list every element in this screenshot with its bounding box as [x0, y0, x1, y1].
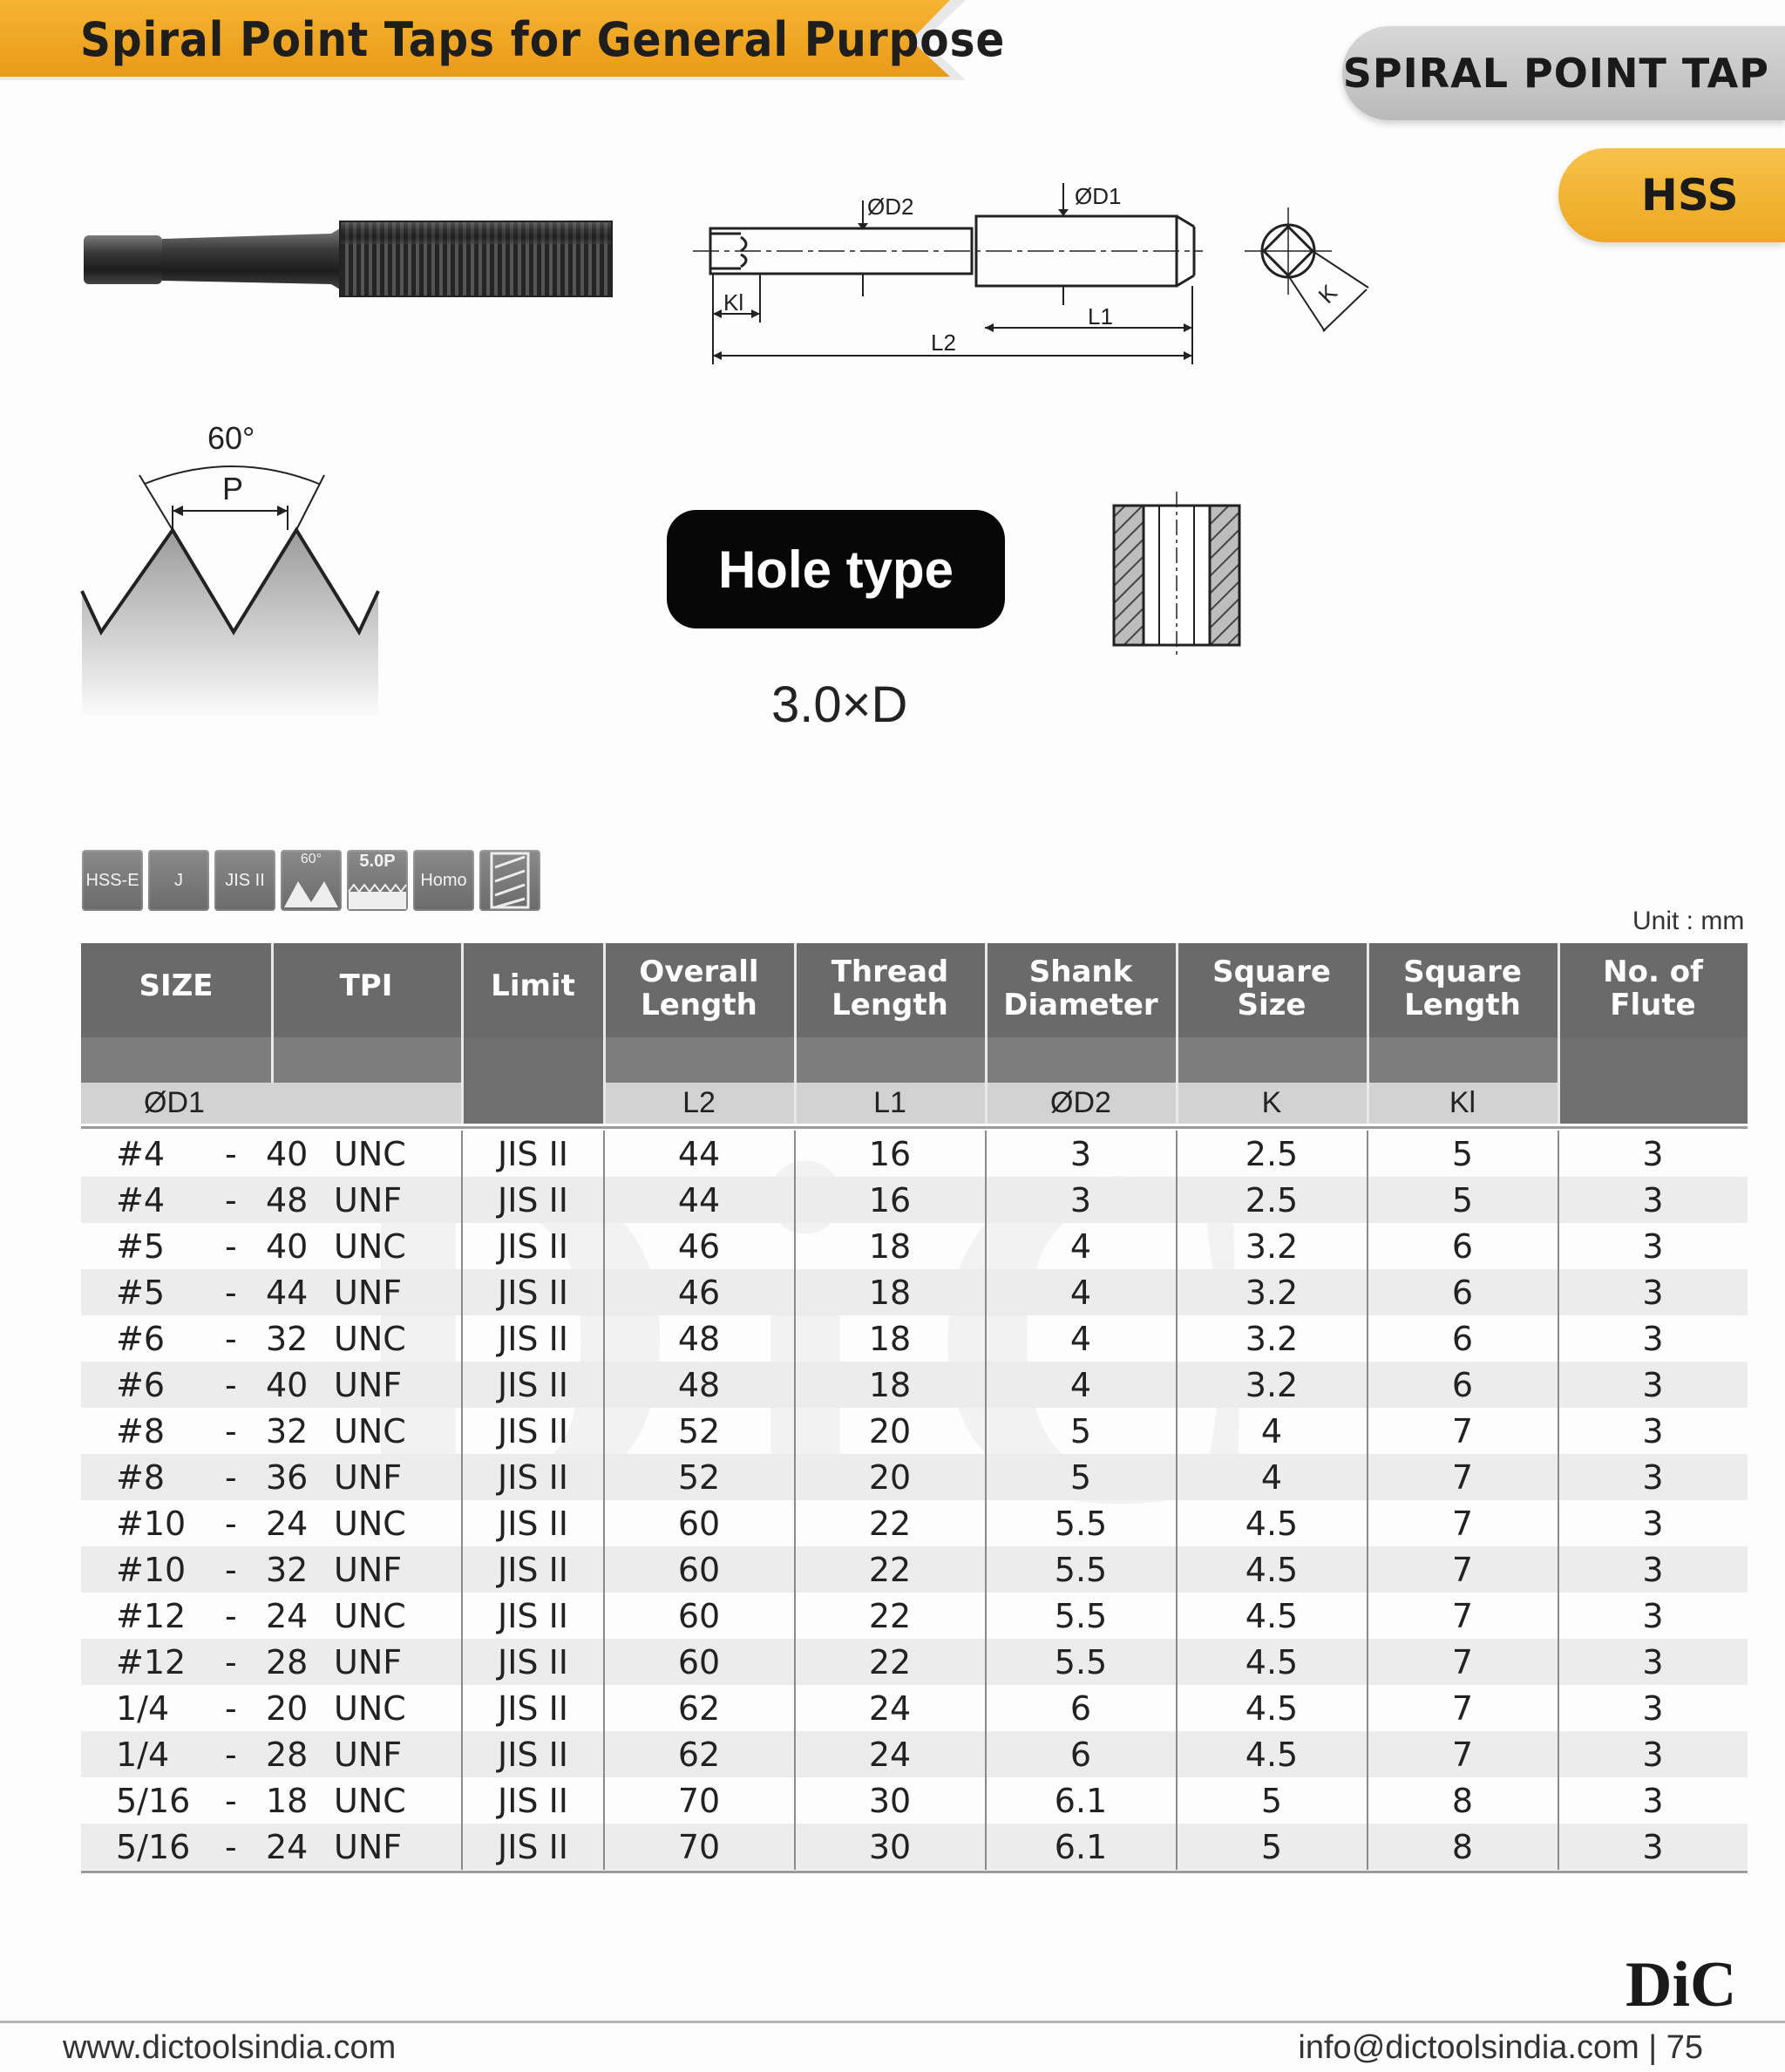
- header-shank-diameter: Shank Diameter: [986, 943, 1176, 1083]
- cell-type: UNC: [334, 1227, 406, 1266]
- cell-limit: JIS II: [497, 1505, 569, 1543]
- cell-kl: 7: [1451, 1643, 1474, 1681]
- cell-d2: 4: [1069, 1274, 1092, 1312]
- cell-l2: 44: [677, 1135, 721, 1173]
- column-divider: [985, 1131, 987, 1870]
- through-hole-icon: [1107, 488, 1246, 662]
- cell-kl: 5: [1451, 1181, 1474, 1219]
- cell-limit: JIS II: [497, 1366, 569, 1404]
- cell-dash: -: [225, 1320, 237, 1358]
- header-thread-length: Thread Length: [795, 943, 985, 1083]
- cell-tpi: 36: [266, 1458, 309, 1497]
- cell-tpi: 24: [266, 1505, 309, 1543]
- cell-type: UNC: [334, 1320, 406, 1358]
- hole-depth-ratio: 3.0×D: [771, 676, 908, 733]
- cell-l2: 52: [677, 1412, 721, 1450]
- cell-flute: 3: [1642, 1320, 1664, 1358]
- header-divider: [794, 943, 797, 1124]
- cell-kl: 7: [1451, 1412, 1474, 1450]
- square-end-view: [1238, 200, 1386, 349]
- cell-flute: 3: [1642, 1597, 1664, 1635]
- cell-kl: 7: [1451, 1689, 1474, 1728]
- spiral-flute-shape: [479, 850, 540, 911]
- column-divider: [603, 1131, 605, 1870]
- cell-kl: 6: [1451, 1274, 1474, 1312]
- header-square-size: Square Size: [1177, 943, 1367, 1083]
- cell-limit: JIS II: [497, 1135, 569, 1173]
- cell-size: #8: [116, 1412, 166, 1450]
- cell-dash: -: [225, 1135, 237, 1173]
- table-row: [81, 1546, 1748, 1593]
- cell-limit: JIS II: [497, 1782, 569, 1820]
- hss-e-icon: HSS-E: [82, 850, 143, 911]
- cell-tpi: 32: [266, 1320, 309, 1358]
- unit-label: Unit : mm: [1632, 907, 1745, 935]
- product-type-label: SPIRAL POINT TAP: [1342, 50, 1769, 97]
- cell-kl: 6: [1451, 1320, 1474, 1358]
- table-row: [81, 1777, 1748, 1824]
- header-flutes: No. of Flute: [1558, 943, 1748, 1124]
- cell-kl: 6: [1451, 1366, 1474, 1404]
- subheader-d2: ØD2: [986, 1083, 1176, 1124]
- column-divider: [461, 1131, 463, 1870]
- cell-size: 1/4: [116, 1689, 170, 1728]
- cell-k: 3.2: [1245, 1320, 1299, 1358]
- cell-kl: 7: [1451, 1736, 1474, 1774]
- footer-website[interactable]: www.dictoolsindia.com: [63, 2029, 397, 2066]
- cell-limit: JIS II: [497, 1181, 569, 1219]
- cell-size: 5/16: [116, 1828, 191, 1866]
- cell-limit: JIS II: [497, 1828, 569, 1866]
- header-tpi: TPI: [271, 943, 461, 1083]
- cell-l1: 24: [868, 1689, 912, 1728]
- column-divider: [794, 1131, 796, 1870]
- cell-d2: 6: [1069, 1736, 1092, 1774]
- cell-dash: -: [225, 1551, 237, 1589]
- cell-k: 2.5: [1245, 1135, 1299, 1173]
- jis-ii-icon: JIS II: [214, 850, 275, 911]
- header-divider: [271, 943, 274, 1083]
- cell-l2: 52: [677, 1458, 721, 1497]
- cell-limit: JIS II: [497, 1551, 569, 1589]
- table-row: [81, 1593, 1748, 1639]
- header-divider: [1367, 943, 1369, 1124]
- cell-l1: 16: [868, 1135, 912, 1173]
- cell-tpi: 24: [266, 1597, 309, 1635]
- cell-kl: 7: [1451, 1597, 1474, 1635]
- cell-tpi: 32: [266, 1551, 309, 1589]
- cell-tpi: 32: [266, 1412, 309, 1450]
- cell-type: UNC: [334, 1135, 406, 1173]
- cell-flute: 3: [1642, 1274, 1664, 1312]
- subheader-kl: Kl: [1368, 1083, 1558, 1124]
- homo-icon: Homo: [413, 850, 474, 911]
- header-divider: [461, 943, 464, 1124]
- thread-60-label: 60°: [300, 852, 322, 866]
- cell-kl: 6: [1451, 1227, 1474, 1266]
- table-header: [81, 943, 1748, 1124]
- cell-k: 4.5: [1245, 1736, 1299, 1774]
- table-bottom-rule: [81, 1871, 1748, 1873]
- cell-dash: -: [225, 1412, 237, 1450]
- cell-dash: -: [225, 1643, 237, 1681]
- cell-l1: 18: [868, 1366, 912, 1404]
- table-row: [81, 1177, 1748, 1223]
- cell-tpi: 40: [266, 1135, 309, 1173]
- cell-size: #5: [116, 1274, 166, 1312]
- cell-d2: 3: [1069, 1135, 1092, 1173]
- cell-d2: 3: [1069, 1181, 1092, 1219]
- cell-kl: 7: [1451, 1551, 1474, 1589]
- cell-flute: 3: [1642, 1135, 1664, 1173]
- subheader-d1: ØD1: [81, 1083, 462, 1124]
- cell-dash: -: [225, 1227, 237, 1266]
- cell-l1: 22: [868, 1551, 912, 1589]
- cell-type: UNF: [334, 1828, 403, 1866]
- cell-l1: 24: [868, 1736, 912, 1774]
- tap-photo: [78, 209, 619, 305]
- cell-type: UNF: [334, 1366, 403, 1404]
- cell-flute: 3: [1642, 1689, 1664, 1728]
- cell-k: 3.2: [1245, 1227, 1299, 1266]
- cell-l2: 60: [677, 1643, 721, 1681]
- cell-dash: -: [225, 1782, 237, 1820]
- pitch-label: P: [222, 471, 244, 506]
- cell-k: 4.5: [1245, 1597, 1299, 1635]
- header-band: [1558, 1037, 1748, 1124]
- cell-limit: JIS II: [497, 1643, 569, 1681]
- cell-flute: 3: [1642, 1181, 1664, 1219]
- cell-dash: -: [225, 1736, 237, 1774]
- cell-limit: JIS II: [497, 1227, 569, 1266]
- cell-limit: JIS II: [497, 1597, 569, 1635]
- cell-type: UNF: [334, 1736, 403, 1774]
- cell-dash: -: [225, 1458, 237, 1497]
- table-row: [81, 1269, 1748, 1315]
- cell-type: UNF: [334, 1458, 403, 1497]
- cell-kl: 7: [1451, 1505, 1474, 1543]
- cell-size: #6: [116, 1366, 166, 1404]
- cell-type: UNC: [334, 1597, 406, 1635]
- pitch-5p-icon: [347, 850, 408, 911]
- cell-flute: 3: [1642, 1505, 1664, 1543]
- header-size: SIZE: [81, 943, 271, 1083]
- cell-d2: 5.5: [1054, 1551, 1108, 1589]
- footer-rule: [0, 2021, 1785, 2023]
- cell-tpi: 28: [266, 1643, 309, 1681]
- thread-60-icon: [281, 850, 342, 911]
- cell-d2: 6.1: [1054, 1828, 1108, 1866]
- cell-l2: 60: [677, 1597, 721, 1635]
- cell-dash: -: [225, 1505, 237, 1543]
- cell-k: 5: [1260, 1782, 1283, 1820]
- footer-contact[interactable]: info@dictoolsindia.com | 75: [1298, 2029, 1703, 2066]
- cell-limit: JIS II: [497, 1412, 569, 1450]
- material-tag: [1558, 148, 1785, 242]
- table-row: [81, 1454, 1748, 1500]
- header-divider: [603, 943, 606, 1124]
- cell-tpi: 40: [266, 1227, 309, 1266]
- cell-type: UNC: [334, 1412, 406, 1450]
- column-divider: [1558, 1131, 1559, 1870]
- cell-size: #5: [116, 1227, 166, 1266]
- cell-flute: 3: [1642, 1412, 1664, 1450]
- cell-tpi: 28: [266, 1736, 309, 1774]
- cell-k: 3.2: [1245, 1366, 1299, 1404]
- cell-type: UNF: [334, 1551, 403, 1589]
- header-rule: [81, 1126, 1748, 1129]
- cell-l1: 30: [868, 1828, 912, 1866]
- cell-flute: 3: [1642, 1366, 1664, 1404]
- subheader-k: K: [1177, 1083, 1367, 1124]
- cell-d2: 5: [1069, 1458, 1092, 1497]
- cell-size: #4: [116, 1181, 166, 1219]
- cell-size: #12: [116, 1597, 187, 1635]
- hole-type-badge: Hole type: [667, 510, 1005, 628]
- cell-flute: 3: [1642, 1458, 1664, 1497]
- angle-label: 60°: [207, 420, 255, 456]
- cell-l1: 18: [868, 1227, 912, 1266]
- cell-type: UNC: [334, 1689, 406, 1728]
- table-row: [81, 1223, 1748, 1269]
- cell-k: 4.5: [1245, 1689, 1299, 1728]
- cell-l1: 18: [868, 1274, 912, 1312]
- kl-label: Kl: [723, 289, 744, 316]
- cell-kl: 8: [1451, 1828, 1474, 1866]
- l2-label: L2: [931, 329, 956, 356]
- cell-limit: JIS II: [497, 1689, 569, 1728]
- header-divider: [1558, 943, 1560, 1124]
- cell-d2: 6: [1069, 1689, 1092, 1728]
- cell-k: 4: [1260, 1458, 1283, 1497]
- feature-icon-strip: [82, 850, 540, 911]
- cell-l1: 20: [868, 1412, 912, 1450]
- page-title: Spiral Point Taps for General Purpose: [80, 12, 1006, 67]
- header-overall-length: Overall Length: [604, 943, 794, 1083]
- cell-k: 2.5: [1245, 1181, 1299, 1219]
- cell-type: UNF: [334, 1181, 403, 1219]
- cell-k: 3.2: [1245, 1274, 1299, 1312]
- cell-dash: -: [225, 1181, 237, 1219]
- cell-d2: 4: [1069, 1320, 1092, 1358]
- subheader-l1: L1: [795, 1083, 985, 1124]
- cell-k: 4: [1260, 1412, 1283, 1450]
- title-banner: [0, 0, 1006, 80]
- cell-l2: 44: [677, 1181, 721, 1219]
- cell-dash: -: [225, 1828, 237, 1866]
- header-band: [604, 1037, 1558, 1083]
- cell-flute: 3: [1642, 1828, 1664, 1866]
- j-icon: J: [148, 850, 209, 911]
- pitch-5p-label: 5.0P: [359, 852, 396, 871]
- cell-type: UNF: [334, 1643, 403, 1681]
- header-divider: [985, 943, 988, 1124]
- cell-size: 1/4: [116, 1736, 170, 1774]
- cell-l2: 62: [677, 1736, 721, 1774]
- cell-l2: 46: [677, 1227, 721, 1266]
- table-row: [81, 1408, 1748, 1454]
- table-row: [81, 1315, 1748, 1362]
- cell-d2: 6.1: [1054, 1782, 1108, 1820]
- cell-limit: JIS II: [497, 1274, 569, 1312]
- cell-dash: -: [225, 1274, 237, 1312]
- cell-flute: 3: [1642, 1643, 1664, 1681]
- header-square-length: Square Length: [1368, 943, 1558, 1083]
- cell-size: #10: [116, 1551, 187, 1589]
- subheader-l2: L2: [604, 1083, 794, 1124]
- l1-label: L1: [1088, 303, 1113, 329]
- cell-dash: -: [225, 1366, 237, 1404]
- material-label: HSS: [1641, 170, 1739, 221]
- thread-60-shape: [281, 850, 342, 911]
- cell-k: 4.5: [1245, 1505, 1299, 1543]
- table-row: [81, 1639, 1748, 1685]
- cell-type: UNF: [334, 1274, 403, 1312]
- cell-type: UNC: [334, 1505, 406, 1543]
- header-limit: Limit: [462, 943, 604, 1124]
- spiral-flute-icon: [479, 850, 540, 911]
- cell-tpi: 24: [266, 1828, 309, 1866]
- cell-size: #4: [116, 1135, 166, 1173]
- cell-l1: 22: [868, 1505, 912, 1543]
- table-body: [81, 1131, 1748, 1870]
- cell-limit: JIS II: [497, 1320, 569, 1358]
- cell-d2: 5.5: [1054, 1643, 1108, 1681]
- cell-l2: 48: [677, 1320, 721, 1358]
- d2-label: ØD2: [867, 194, 914, 220]
- cell-kl: 7: [1451, 1458, 1474, 1497]
- cell-kl: 5: [1451, 1135, 1474, 1173]
- cell-limit: JIS II: [497, 1736, 569, 1774]
- cell-l2: 48: [677, 1366, 721, 1404]
- cell-l2: 60: [677, 1551, 721, 1589]
- cell-k: 5: [1260, 1828, 1283, 1866]
- cell-k: 4.5: [1245, 1551, 1299, 1589]
- cell-l1: 16: [868, 1181, 912, 1219]
- cell-d2: 5.5: [1054, 1597, 1108, 1635]
- cell-type: UNC: [334, 1782, 406, 1820]
- cell-l1: 18: [868, 1320, 912, 1358]
- cell-l2: 62: [677, 1689, 721, 1728]
- cell-d2: 5: [1069, 1412, 1092, 1450]
- cell-l2: 70: [677, 1828, 721, 1866]
- cell-l2: 60: [677, 1505, 721, 1543]
- cell-tpi: 44: [266, 1274, 309, 1312]
- product-type-tag: [1342, 26, 1785, 120]
- cell-kl: 8: [1451, 1782, 1474, 1820]
- cell-limit: JIS II: [497, 1458, 569, 1497]
- column-divider: [1176, 1131, 1178, 1870]
- cell-size: #6: [116, 1320, 166, 1358]
- header-band: [462, 1037, 604, 1124]
- header-divider: [1176, 943, 1178, 1124]
- dic-logo: DiC: [1626, 1949, 1737, 2021]
- cell-d2: 5.5: [1054, 1505, 1108, 1543]
- cell-flute: 3: [1642, 1782, 1664, 1820]
- table-row: [81, 1685, 1748, 1731]
- table-row: [81, 1131, 1748, 1177]
- table-row: [81, 1362, 1748, 1408]
- table-row: [81, 1500, 1748, 1546]
- cell-flute: 3: [1642, 1551, 1664, 1589]
- cell-tpi: 40: [266, 1366, 309, 1404]
- cell-size: 5/16: [116, 1782, 191, 1820]
- cell-l1: 20: [868, 1458, 912, 1497]
- cell-tpi: 48: [266, 1181, 309, 1219]
- cell-tpi: 20: [266, 1689, 309, 1728]
- cell-l1: 22: [868, 1597, 912, 1635]
- cell-d2: 4: [1069, 1227, 1092, 1266]
- cell-dash: -: [225, 1597, 237, 1635]
- cell-flute: 3: [1642, 1227, 1664, 1266]
- table-row: [81, 1731, 1748, 1777]
- cell-tpi: 18: [266, 1782, 309, 1820]
- cell-dash: -: [225, 1689, 237, 1728]
- cell-flute: 3: [1642, 1736, 1664, 1774]
- table-row: [81, 1824, 1748, 1870]
- d1-label: ØD1: [1075, 183, 1122, 209]
- cell-l2: 70: [677, 1782, 721, 1820]
- cell-d2: 4: [1069, 1366, 1092, 1404]
- cell-k: 4.5: [1245, 1643, 1299, 1681]
- k-label: K: [1313, 279, 1343, 309]
- cell-size: #8: [116, 1458, 166, 1497]
- cell-size: #10: [116, 1505, 187, 1543]
- specification-table: [81, 943, 1748, 1866]
- pitch-5p-shape: [347, 850, 408, 911]
- cell-l1: 30: [868, 1782, 912, 1820]
- cell-l2: 46: [677, 1274, 721, 1312]
- cell-l1: 22: [868, 1643, 912, 1681]
- column-divider: [1367, 1131, 1368, 1870]
- cell-size: #12: [116, 1643, 187, 1681]
